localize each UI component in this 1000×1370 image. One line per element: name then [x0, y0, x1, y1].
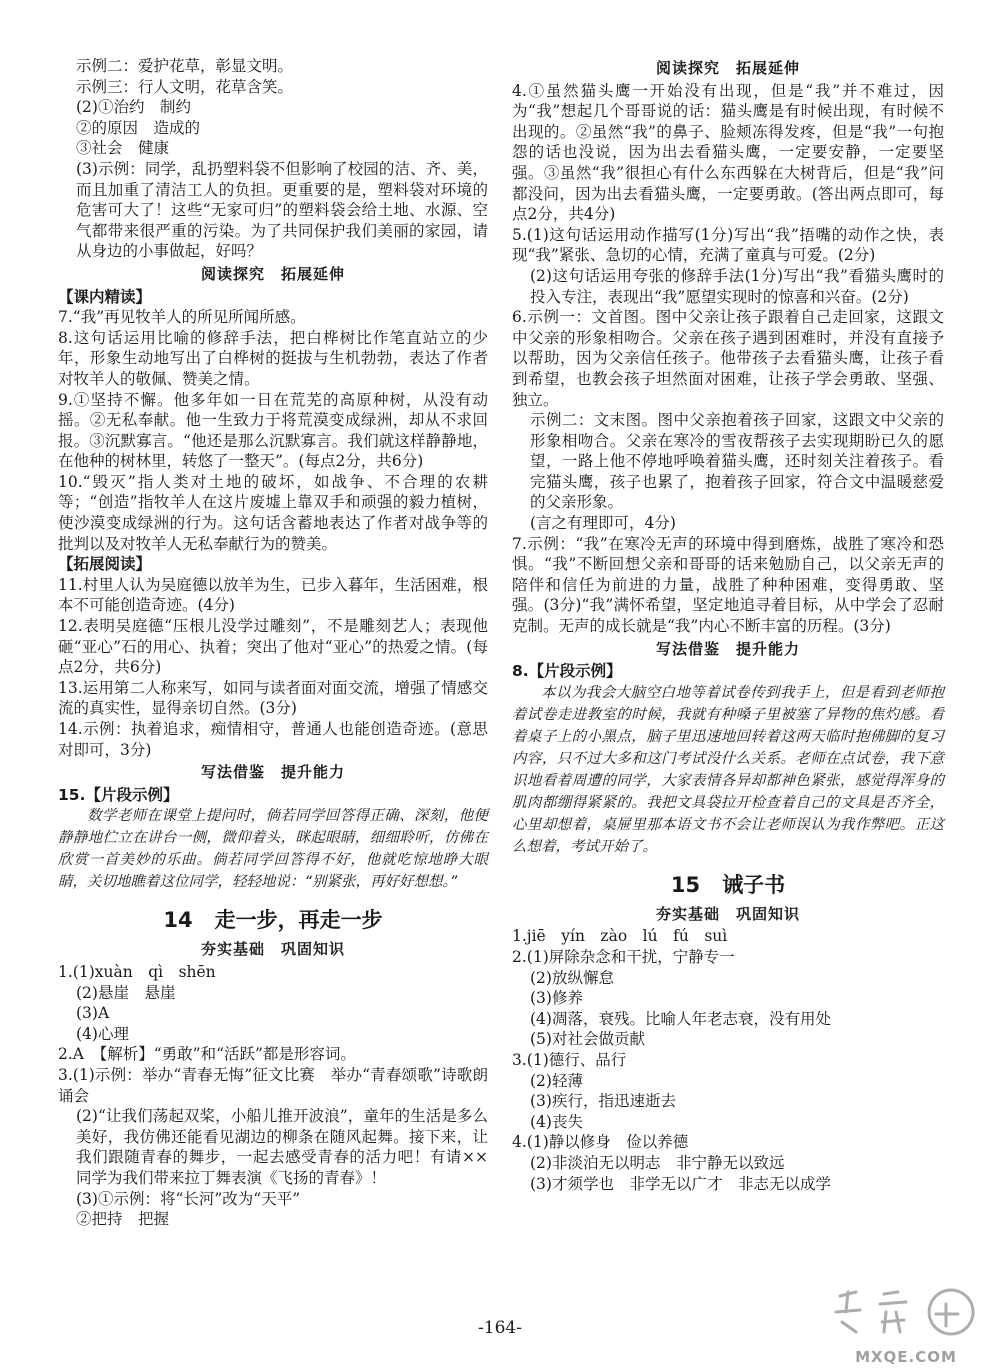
answer-item: 13.运用第二人称来写，如同与读者面对面交流，增强了情感交流的真实性，显得亲切自然。(3分) — [58, 678, 488, 718]
text-line: 示例二：爱护花草，彰显文明。 — [76, 57, 294, 75]
answer-item: 4.(1)静以修身 俭以养德 — [512, 1133, 689, 1152]
answer-item: 7.“我”再见牧羊人的所见所闻所感。 — [58, 308, 306, 327]
watermark-logo-icon — [826, 1282, 986, 1344]
answer-item: ②把持 把握 — [76, 1210, 170, 1229]
answer-item: 15.【片段示例】 — [58, 785, 179, 804]
answer-item: (2)轻薄 — [530, 1071, 583, 1090]
section-heading: 阅读探究 拓展延伸 — [200, 264, 345, 283]
chapter-number: 15 — [670, 872, 701, 897]
text-line: ②的原因 造成的 — [76, 118, 201, 137]
chapter-number: 14 — [163, 908, 193, 933]
answer-item: 3.(1)示例：举办“青春无悔”征文比赛 举办“青春颂歌”诗歌朗诵会 — [58, 1065, 488, 1105]
answer-item: (3)修养 — [530, 989, 583, 1008]
answer-item: 示例二：文末图。图中父亲抱着孩子回家，这跟文中父亲的形象相吻合。父亲在寒冷的雪夜帮孩子去实现期盼已久的愿望，一路上他不停地呼唤着猫头鹰，还时刻关注着孩子。看完猫头鹰，孩子也累了，抱着孩子回家，符合文中温暖慈爱的父亲形象。 — [530, 411, 944, 512]
watermark-text: MXQE.COM — [855, 1348, 957, 1366]
page-number: -164- — [478, 1318, 522, 1338]
answer-paragraph: (3)示例：同学，乱扔塑料袋不但影响了校园的洁、齐、美，而且加重了清洁工人的负担。更重要的是，塑料袋对环境的危害可大了！这些“无家可归”的塑料袋会给土地、水源、空气都带来很严重的污染。为了共同保护我们美丽的家园，请从身边的小事做起，好吗？ — [76, 159, 488, 261]
section-heading: 阅读探究 拓展延伸 — [655, 59, 800, 77]
chapter-title — [512, 868, 944, 902]
section-heading: 写法借鉴 提升能力 — [200, 763, 345, 782]
section-heading: 夯实基础 巩固知识 — [655, 904, 800, 923]
answer-item: (5)对社会做贡献 — [530, 1030, 645, 1049]
answer-item: (2)悬崖 悬崖 — [76, 983, 176, 1002]
answer-item: (4)凋落，衰残。比喻人年老志衰，没有用处 — [530, 1009, 831, 1028]
handwritten-sample: 数学老师在课堂上提问时，倘若同学回答得正确、深刻，他便静静地伫立在讲台一侧，微仰着头，眯起眼睛，细细聆听，仿佛在欣赏一首美妙的乐曲。倘若同学回答得不好，他就吃惊地睁大眼睛，关切地瞧着这位同学，轻轻地说：“别紧张，再好好想想。” — [58, 808, 488, 891]
answer-item: 8.这句话运用比喻的修辞手法，把白桦树比作笔直站立的少年，形象生动地写出了白桦树的挺拔与生机勃勃，表达了作者对牧羊人的敬佩、赞美之情。 — [58, 328, 488, 388]
answer-item: (3)A — [76, 1004, 110, 1023]
answer-item: (2)非淡泊无以明志 非宁静无以致远 — [530, 1153, 785, 1172]
answer-item: 12.表明吴庭德“压根儿没学过雕刻”，不是雕刻艺人；表现他砸“亚心”石的用心、执着；突出了他对“亚心”的热爱之情。(每点2分，共6分) — [58, 617, 488, 677]
chapter-name: 走一步，再走一步 — [214, 908, 383, 933]
answer-item: 3.(1)德行、品行 — [512, 1050, 627, 1069]
answer-item: 2.A 【解析】“勇敢”和“活跃”都是形容词。 — [58, 1045, 356, 1064]
subsection-tag: 【课内精读】 — [58, 287, 152, 306]
answer-item: (言之有理即可，4分) — [530, 514, 676, 533]
answer-item: (4)丧失 — [530, 1112, 583, 1131]
handwritten-sample: 本以为我会大脑空白地等着试卷传到我手上，但是看到老师抱着试卷走进教室的时候，我就有种嗓子里被塞了异物的焦灼感。看着桌子上的小黑点，脑子里迅速地回转着这两天临时抱佛脚的复习内容，只不过大多和这门考试没什么关系。老师在点试卷，我下意识地看着周遭的同学，大家表情各异却都神色紧张，感觉得浑身的肌肉都绷得紧紧的。我把文具袋拉开检查着自己的文具是否齐全，心里却想着，桌屉里那本语文书不会让老师误认为我作弊吧。正这么想着，考试开始了。 — [512, 684, 944, 855]
section-heading: 写法借鉴 提升能力 — [655, 639, 800, 658]
answer-item: 1.(1)xuàn qì shēn — [58, 962, 216, 981]
answer-item: 5.(1)这句话运用动作描写(1分)写出“我”捂嘴的动作之快，表现“我”紧张、急切的心情，充满了童真与可爱。(2分) — [512, 225, 944, 265]
answer-item: (2)这句话运用夸张的修辞手法(1分)写出“我”看猫头鹰时的投入专注，表现出“我”愿望实现时的惊喜和兴奋。(2分) — [530, 266, 944, 306]
answer-item: 8.【片段示例】 — [512, 662, 622, 681]
text-line: 示例三：行人文明，花草含笑。 — [76, 77, 294, 96]
watermark — [826, 1282, 986, 1366]
right-column — [512, 56, 944, 1194]
subsection-tag: 【拓展阅读】 — [58, 555, 152, 574]
chapter-title — [58, 903, 488, 937]
section-heading: 夯实基础 巩固知识 — [200, 940, 345, 959]
answer-item: 7.示例：“我”在寒冷无声的环境中得到磨炼，战胜了寒冷和恐惧。“我”不断回想父亲和哥哥的话来勉励自己，以父亲无声的陪伴和信任为前进的力量，战胜了种种困难，变得勇敢、坚强。(3分)“我”满怀希望，坚定地追寻着目标，从中学会了忍耐克制。无声的成长就是“我”内心不断丰富的历程。(3分) — [512, 534, 944, 636]
answer-item: (2)放纵懈怠 — [530, 968, 614, 987]
answer-item: 4.①虽然猫头鹰一开始没有出现，但是“我”并不难过，因为“我”想起几个哥哥说的话：猫头鹰是有时候出现，有时候不出现的。②虽然“我”的鼻子、脸颊冻得发疼，但是“我”一句抱怨的话也没说，因为出去看猫头鹰，一定要安静，一定要坚强。③虽然“我”很担心有什么东西躲在大树背后，但是“我”问都没问，因为出去看猫头鹰，一定要勇敢。(答出两点即可，每点2分，共4分) — [512, 81, 944, 224]
text-line: ③社会 健康 — [76, 139, 170, 158]
answer-item: (3)①示例：将“长河”改为“天平” — [76, 1189, 301, 1208]
answer-item: 1.jiē yín zào lú fú suì — [512, 927, 728, 946]
answer-item: 14.示例：执着追求，痴情相守，普通人也能创造奇迹。(意思对即可，3分) — [58, 720, 488, 759]
answer-item: (3)才须学也 非学无以广才 非志无以成学 — [530, 1174, 831, 1193]
answer-item: 9.①坚持不懈。他多年如一日在荒芜的高原种树，从没有动摇。②无私奉献。他一生致力于将荒漠变成绿洲，却从不求回报。③沉默寡言。“他还是那么沉默寡言。我们就这样静静地，在他种的树林里，转悠了一整天”。(每点2分，共6分) — [58, 390, 488, 471]
answer-item: 11.村里人认为吴庭德以放羊为生，已步入暮年，生活困难，根本不可能创造奇迹。(4分) — [58, 575, 488, 615]
answer-item: (3)疾行，指迅速逝去 — [530, 1092, 676, 1111]
answer-item: 10.“毁灭”指人类对土地的破坏，如战争、不合理的农耕等；“创造”指牧羊人在这片废墟上靠双手和顽强的毅力植树，使沙漠变成绿洲的行为。这句话含蓄地表达了作者对战争等的批判以及对牧羊人无私奉献行为的赞美。 — [58, 472, 488, 553]
answer-item: (2)“让我们荡起双桨，小船儿推开波浪”，童年的生活是多么美好，我仿佛还能看见湖边的柳条在随风起舞。接下来，让我们跟随青春的舞步，一起去感受青春的活力吧！有请××同学为我们带来拉丁舞表演《飞扬的青春》！ — [76, 1107, 488, 1187]
chapter-name: 诫子书 — [722, 872, 786, 897]
text-line: (2)①治约 制约 — [76, 98, 191, 117]
answer-item: (4)心理 — [76, 1024, 129, 1043]
left-column — [58, 56, 488, 1230]
answer-item: 2.(1)屏除杂念和干扰，宁静专一 — [512, 948, 735, 966]
answer-item: 6.示例一：文首图。图中父亲让孩子跟着自己走回家，这跟文中父亲的形象相吻合。父亲在孩子遇到困难时，并没有直接予以帮助，因为父亲信任孩子。他带孩子去看猫头鹰，让孩子看到希望，也教会孩子坦然面对困难，让孩子学会勇敢、坚强、独立。 — [512, 308, 944, 409]
